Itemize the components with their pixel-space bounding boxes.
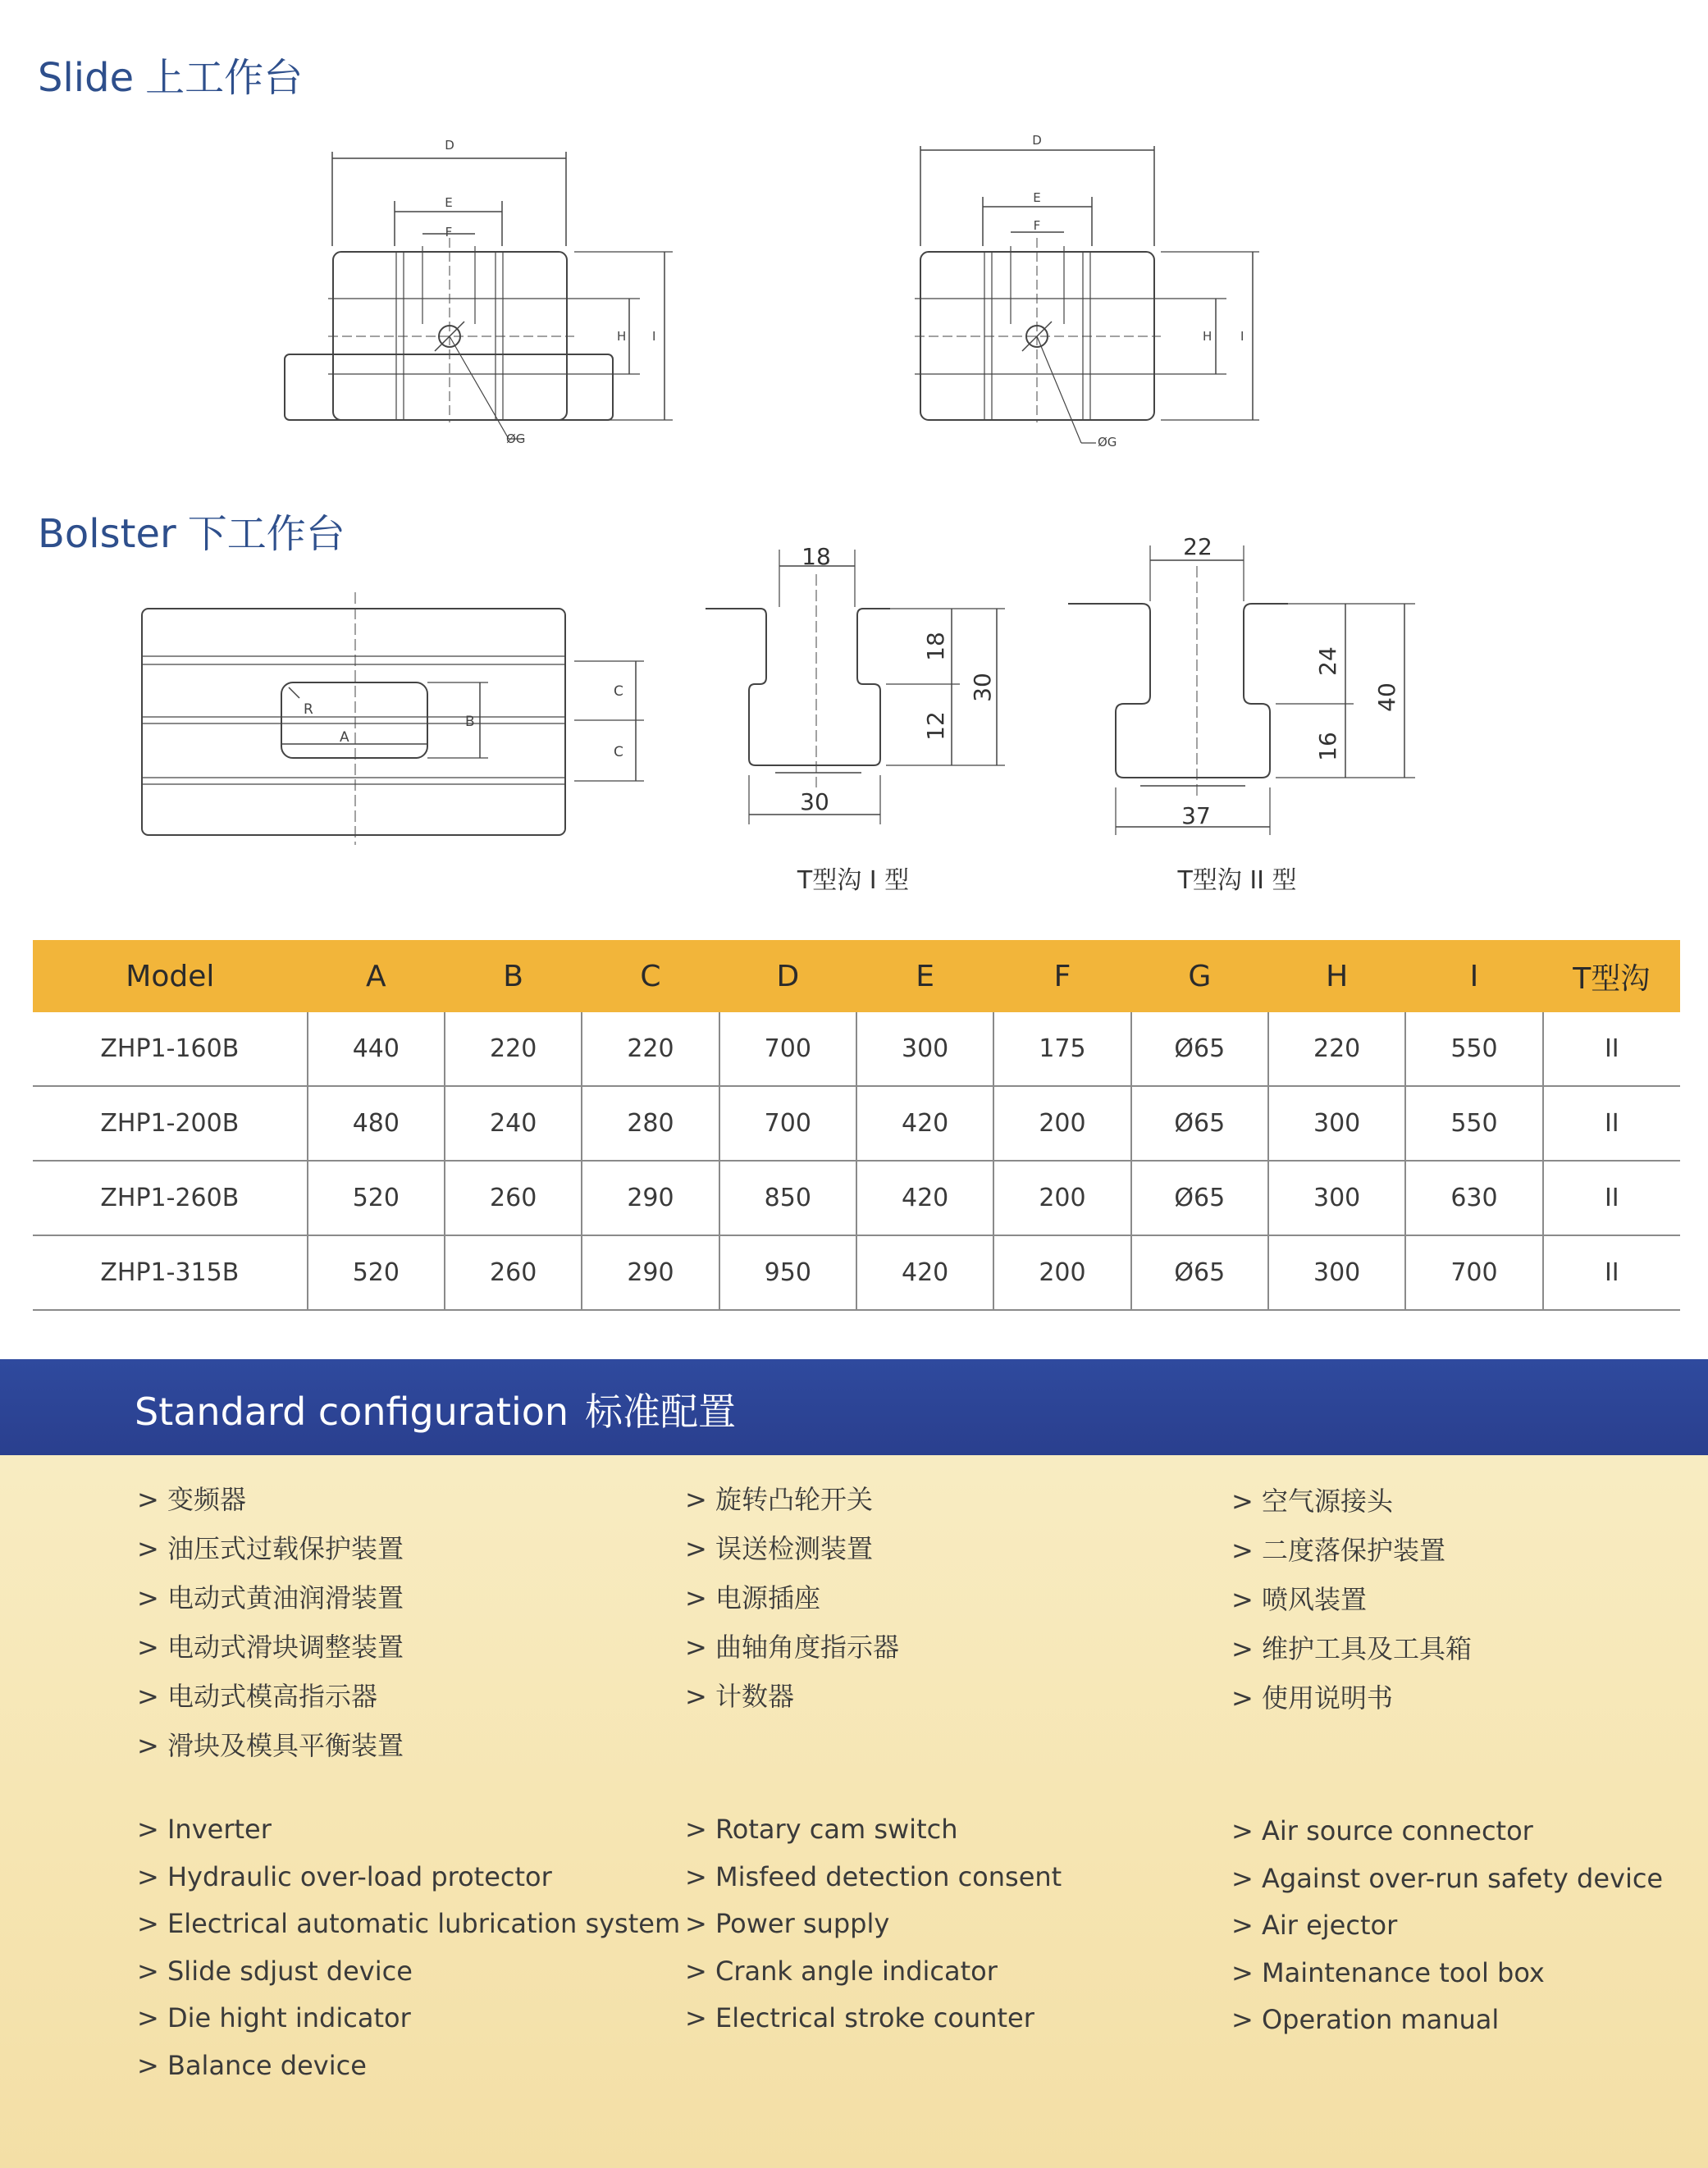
list-item: > Operation manual [1231,1997,1663,2044]
slide1-label-g: ØG [506,431,526,446]
list-item: > Rotary cam switch [685,1806,1062,1854]
list-item: > 误送检测装置 [685,1524,899,1573]
list-item: > 滑块及模具平衡装置 [137,1721,404,1770]
list-item: > 喷风装置 [1231,1575,1472,1624]
cell-i: 630 [1405,1161,1542,1235]
list-item: > 旋转凸轮开关 [685,1475,899,1524]
list-item: > 曲轴角度指示器 [685,1623,899,1672]
table-row [33,1161,1680,1235]
cell-g: Ø65 [1131,1086,1268,1161]
header-b: B [445,940,582,1012]
config-en-column-3 [1231,1808,1663,2044]
tslot2-caption: T型沟 II 型 [1177,866,1297,895]
cell-h: 300 [1268,1235,1405,1310]
cell-b: 240 [445,1086,582,1161]
header-h: H [1268,940,1405,1012]
list-item: > 变频器 [137,1475,404,1524]
list-item: > Electrical stroke counter [685,1995,1062,2042]
cell-i: 550 [1405,1012,1542,1086]
config-cn-column-3 [1231,1477,1472,1723]
list-item: > Inverter [137,1806,680,1854]
table-header-row [33,940,1680,1012]
config-list-area [0,1455,1708,2168]
cell-a: 480 [308,1086,445,1161]
cell-e: 420 [856,1086,993,1161]
tslot2-dim-total: 40 [1373,682,1400,712]
tslot1-dim-depth1: 18 [922,632,949,661]
cell-c: 280 [582,1086,719,1161]
config-cn-column-1 [137,1475,404,1770]
header-e: E [856,940,993,1012]
cell-d: 850 [719,1161,856,1235]
cell-g: Ø65 [1131,1012,1268,1086]
slide1-label-h: H [617,329,627,344]
bolster-label-b: B [465,714,475,730]
slide2-label-e: E [1033,190,1041,205]
list-item: > 使用说明书 [1231,1673,1472,1723]
cell-g: Ø65 [1131,1161,1268,1235]
list-item: > Air source connector [1231,1808,1663,1855]
cell-model: ZHP1-200B [33,1086,308,1161]
slide-drawing-right [915,133,1259,450]
list-item: > 电源插座 [685,1573,899,1623]
cell-d: 700 [719,1012,856,1086]
list-item: > Crank angle indicator [685,1948,1062,1996]
header-c: C [582,940,719,1012]
cell-b: 260 [445,1235,582,1310]
slide1-label-f: F [445,225,453,240]
list-item: > 计数器 [685,1672,899,1721]
cell-d: 950 [719,1235,856,1310]
header-model: Model [33,940,308,1012]
bolster-drawing [142,592,644,845]
config-title-band [0,1359,1708,1455]
cell-e: 420 [856,1235,993,1310]
bolster-title-en: Bolster [38,511,176,557]
list-item: > 电动式黄油润滑装置 [137,1573,404,1623]
technical-drawings [0,0,1708,902]
slide2-label-d: D [1032,133,1042,148]
config-cn-column-2 [685,1475,899,1721]
slide2-label-g: ØG [1098,435,1117,450]
tslot-type2-drawing [1068,533,1415,895]
list-item: > Power supply [685,1901,1062,1948]
tslot1-dim-top: 18 [801,543,831,570]
list-item: > Air ejector [1231,1902,1663,1950]
header-g: G [1131,940,1268,1012]
slide1-label-e: E [445,195,453,210]
cell-h: 300 [1268,1086,1405,1161]
slide-title-en: Slide [38,55,135,101]
cell-d: 700 [719,1086,856,1161]
cell-c: 220 [582,1012,719,1086]
list-item: > Maintenance tool box [1231,1950,1663,1997]
list-item: > Misfeed detection consent [685,1854,1062,1901]
cell-a: 520 [308,1235,445,1310]
tslot1-dim-total: 30 [969,673,996,702]
list-item: > Electrical automatic lubrication system [137,1901,680,1948]
table-row [33,1012,1680,1086]
slide-drawing-left [285,138,673,446]
list-item: > Against over-run safety device [1231,1855,1663,1903]
tslot1-dim-depth2: 12 [922,711,949,741]
slide1-label-d: D [445,138,454,153]
header-i: I [1405,940,1542,1012]
slide2-label-i: I [1240,329,1244,344]
list-item: > 电动式滑块调整装置 [137,1623,404,1672]
bolster-label-a: A [340,729,349,746]
header-tslot: T型沟 [1543,940,1680,1012]
cell-e: 420 [856,1161,993,1235]
config-title-cn: 标准配置 [585,1390,737,1434]
slide1-label-i: I [652,329,656,344]
bolster-label-c1: C [614,683,623,700]
cell-tslot: II [1543,1012,1680,1086]
config-en-column-2 [685,1806,1062,2042]
tslot2-dim-bottom: 37 [1181,802,1211,829]
cell-e: 300 [856,1012,993,1086]
config-title [135,1382,736,1436]
cell-f: 200 [993,1086,1130,1161]
table-row [33,1086,1680,1161]
list-item: > Die hight indicator [137,1995,680,2042]
list-item: > 电动式模高指示器 [137,1672,404,1721]
tslot1-dim-bottom: 30 [800,788,829,815]
bolster-title-cn: 下工作台 [187,511,345,557]
specification-table [33,940,1680,1311]
table-row [33,1235,1680,1310]
slide-title-cn: 上工作台 [145,55,304,101]
slide2-label-h: H [1203,329,1212,344]
cell-h: 220 [1268,1012,1405,1086]
cell-i: 700 [1405,1235,1542,1310]
list-item: > Slide sdjust device [137,1948,680,1996]
tslot1-caption: T型沟 I 型 [797,866,910,895]
tslot2-dim-depth2: 16 [1314,732,1341,761]
cell-b: 220 [445,1012,582,1086]
config-title-en: Standard configuration [135,1390,569,1434]
list-item: > 空气源接头 [1231,1477,1472,1526]
header-d: D [719,940,856,1012]
tslot2-dim-top: 22 [1183,533,1212,560]
list-item: > 维护工具及工具箱 [1231,1624,1472,1673]
list-item: > 二度落保护装置 [1231,1526,1472,1575]
cell-b: 260 [445,1161,582,1235]
cell-h: 300 [1268,1161,1405,1235]
bolster-label-c2: C [614,744,623,760]
cell-tslot: II [1543,1235,1680,1310]
cell-i: 550 [1405,1086,1542,1161]
cell-model: ZHP1-160B [33,1012,308,1086]
cell-c: 290 [582,1161,719,1235]
bolster-label-r: R [304,701,313,718]
list-item: > Hydraulic over-load protector [137,1854,680,1901]
header-f: F [993,940,1130,1012]
cell-f: 200 [993,1161,1130,1235]
cell-f: 200 [993,1235,1130,1310]
cell-g: Ø65 [1131,1235,1268,1310]
cell-f: 175 [993,1012,1130,1086]
tslot2-dim-depth1: 24 [1314,646,1341,676]
cell-model: ZHP1-260B [33,1161,308,1235]
cell-a: 440 [308,1012,445,1086]
cell-tslot: II [1543,1086,1680,1161]
tslot-type1-drawing [706,543,1005,895]
config-en-column-1 [137,1806,680,2089]
cell-tslot: II [1543,1161,1680,1235]
header-a: A [308,940,445,1012]
slide2-label-f: F [1033,218,1041,233]
cell-model: ZHP1-315B [33,1235,308,1310]
list-item: > 油压式过载保护装置 [137,1524,404,1573]
list-item: > Balance device [137,2042,680,2090]
cell-c: 290 [582,1235,719,1310]
cell-a: 520 [308,1161,445,1235]
